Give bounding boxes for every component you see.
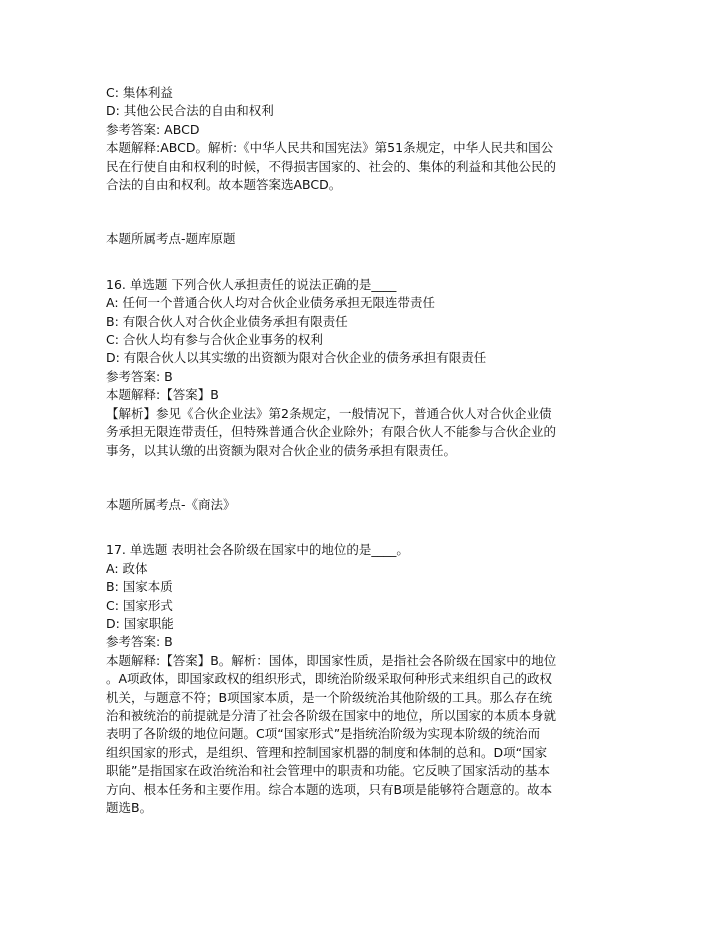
question-stem: 16. 单选题 下列合伙人承担责任的说法正确的是____: [106, 276, 397, 292]
topic-label: 本题所属考点-题库原题: [106, 231, 236, 247]
option-c: C: 国家形式: [106, 597, 173, 613]
explanation-line: 本题解释:【答案】B。解析：国体，即国家性质，是指社会各阶级在国家中的地位: [106, 652, 557, 668]
explanation-line: 本题解释:ABCD。解析:《中华人民共和国宪法》第51条规定，中华人民共和国公: [106, 140, 554, 156]
question-stem: 17. 单选题 表明社会各阶级在国家中的地位的是____。: [106, 542, 409, 558]
explanation-line: 本题解释:【答案】B: [106, 387, 219, 403]
explanation-line: 治和被统治的前提就是分清了社会各阶级在国家中的地位，所以国家的本质本身就: [106, 707, 557, 723]
explanation-line: 职能”是指国家在政治统治和社会管理中的职责和功能。它反映了国家活动的基本: [106, 763, 550, 779]
explanation-line: 事务，以其认缴的出资额为限对合伙企业的债务承担有限责任。: [106, 442, 457, 458]
option-d: D: 其他公民合法的自由和权利: [106, 103, 274, 119]
document-content: [106, 84, 626, 817]
option-d: D: 有限合伙人以其实缴的出资额为限对合伙企业的债务承担有限责任: [106, 350, 487, 366]
explanation-line: 表明了各阶级的地位问题。C项“国家形式”是指统治阶级为实现本阶级的统治而: [106, 726, 541, 742]
option-b: B: 有限合伙人对合伙企业债务承担有限责任: [106, 313, 348, 329]
explanation-line: 民在行使自由和权利的时候，不得损害国家的、社会的、集体的利益和其他公民的: [106, 158, 557, 174]
explanation-line: 务承担无限连带责任，但特殊普通合伙企业除外；有限合伙人不能参与合伙企业的: [106, 424, 557, 440]
explanation-line: 题选B。: [106, 800, 153, 815]
reference-answer: 参考答案: B: [106, 634, 173, 650]
explanation-line: 合法的自由和权利。故本题答案选ABCD。: [106, 177, 342, 193]
explanation-line: 机关，与题意不符；B项国家本质，是一个阶级统治其他阶级的工具。那么存在统: [106, 689, 553, 705]
option-d: D: 国家职能: [106, 615, 174, 631]
option-a: A: 政体: [106, 560, 148, 576]
question-17: [106, 541, 626, 817]
topic-label: 本题所属考点-《商法》: [106, 496, 236, 512]
option-a: A: 任何一个普通合伙人均对合伙企业债务承担无限连带责任: [106, 295, 436, 311]
previous-question-tail: [106, 84, 626, 194]
explanation-line: 方向、根本任务和主要作用。综合本题的选项，只有B项是能够符合题意的。故本: [106, 781, 553, 797]
option-c: C: 合伙人均有参与合伙企业事务的权利: [106, 332, 323, 348]
option-b: B: 国家本质: [106, 579, 173, 595]
reference-answer: 参考答案: B: [106, 368, 173, 384]
explanation-line: 【解析】参见《合伙企业法》第2条规定，一般情况下，普通合伙人对合伙企业债: [106, 405, 552, 421]
explanation-line: 组织国家的形式，是组织、管理和控制国家机器的制度和体制的总和。D项“国家: [106, 744, 548, 760]
reference-answer: 参考答案: ABCD: [106, 121, 200, 137]
explanation-line: 。A项政体，即国家政权的组织形式，即统治阶级采取何种形式来组织自己的政权: [106, 671, 553, 687]
question-16: [106, 276, 626, 460]
option-c: C: 集体利益: [106, 85, 173, 100]
